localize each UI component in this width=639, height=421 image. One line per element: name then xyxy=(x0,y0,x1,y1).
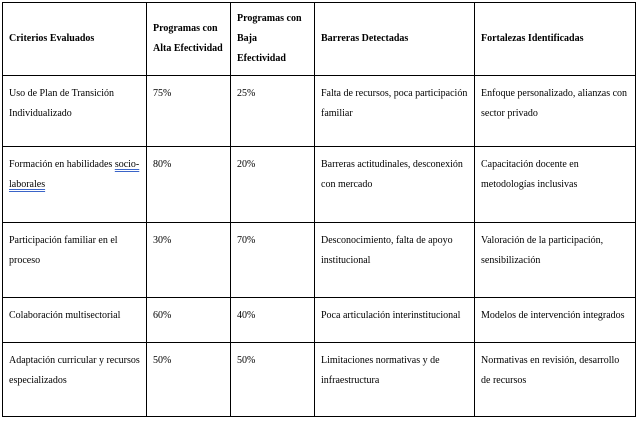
header-barreras: Barreras Detectadas xyxy=(315,3,475,76)
table-row xyxy=(3,222,636,297)
evaluation-table-container xyxy=(2,2,635,417)
header-alta-efectividad: Programas con Alta Efectividad xyxy=(147,3,231,76)
table-row xyxy=(3,147,636,222)
table-row xyxy=(3,76,636,147)
cell-criterio: Uso de Plan de Transición Individualizado xyxy=(3,76,147,147)
cell-fortalezas: Capacitación docente en metodologías inclusivas xyxy=(475,147,636,222)
cell-barreras: Falta de recursos, poca participación familiar xyxy=(315,76,475,147)
cell-alta: 50% xyxy=(147,342,231,416)
cell-baja: 40% xyxy=(231,297,315,342)
cell-criterio: Adaptación curricular y recursos especializados xyxy=(3,342,147,416)
cell-fortalezas: Enfoque personalizado, alianzas con sector privado xyxy=(475,76,636,147)
header-criterios: Criterios Evaluados xyxy=(3,3,147,76)
cell-criterio: Colaboración multisectorial xyxy=(3,297,147,342)
cell-baja: 25% xyxy=(231,76,315,147)
header-fortalezas: Fortalezas Identificadas xyxy=(475,3,636,76)
spellcheck-marked-word[interactable]: socio-laborales xyxy=(9,159,140,191)
cell-alta: 80% xyxy=(147,147,231,222)
table-header-row xyxy=(3,3,636,76)
criterio-text: Formación en habilidades xyxy=(9,159,115,171)
cell-barreras: Desconocimiento, falta de apoyo institucional xyxy=(315,222,475,297)
cell-barreras: Barreras actitudinales, desconexión con mercado xyxy=(315,147,475,222)
cell-baja: 20% xyxy=(231,147,315,222)
cell-fortalezas: Normativas en revisión, desarrollo de recursos xyxy=(475,342,636,416)
table-row xyxy=(3,342,636,416)
cell-criterio xyxy=(3,147,147,222)
cell-baja: 50% xyxy=(231,342,315,416)
evaluation-table xyxy=(2,2,636,417)
cell-alta: 30% xyxy=(147,222,231,297)
cell-alta: 75% xyxy=(147,76,231,147)
cell-fortalezas: Valoración de la participación, sensibilización xyxy=(475,222,636,297)
cell-fortalezas: Modelos de intervención integrados xyxy=(475,297,636,342)
cell-criterio: Participación familiar en el proceso xyxy=(3,222,147,297)
cell-alta: 60% xyxy=(147,297,231,342)
cell-baja: 70% xyxy=(231,222,315,297)
table-row xyxy=(3,297,636,342)
cell-barreras: Limitaciones normativas y de infraestructura xyxy=(315,342,475,416)
cell-barreras: Poca articulación interinstitucional xyxy=(315,297,475,342)
header-baja-efectividad: Programas con Baja Efectividad xyxy=(231,3,315,76)
